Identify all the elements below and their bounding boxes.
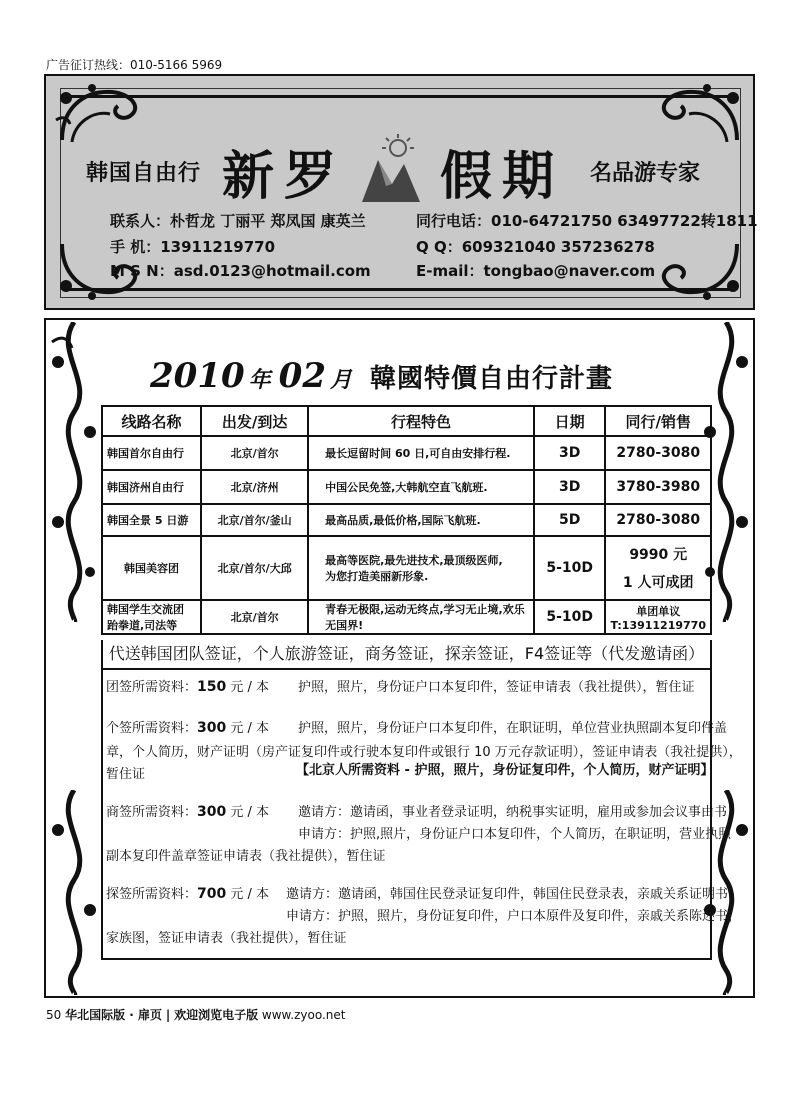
tagline-left: 韩国自由行 (86, 160, 202, 186)
route-name (102, 600, 201, 634)
route-cities: 北京/首尔/大邱 (201, 536, 308, 600)
table-row (102, 436, 711, 470)
req-fee: 700 (197, 886, 227, 902)
route-feature: 最长逗留时间 60 日,可自由安排行程. (308, 436, 534, 470)
visa-services: 代送韩国团队签证，个人旅游签证，商务签证，探亲签证，F4签证等（代发邀请函） (101, 640, 712, 670)
routes-table (101, 405, 712, 635)
agency-header (44, 74, 758, 310)
col-header-price: 同行/销售 (605, 406, 711, 436)
table-row (102, 504, 711, 536)
vine-ornament-icon (48, 790, 100, 995)
vine-ornament-icon (48, 322, 100, 622)
brand-name-part-2: 假期 (440, 146, 565, 207)
msn-label: M S N： (110, 262, 174, 280)
table-header-row (102, 406, 711, 436)
req-fee: 300 (197, 720, 227, 736)
section-name: 华北国际版 · 扉页 (65, 1008, 163, 1022)
plan-month-unit: 月 (329, 368, 352, 393)
page-number: 50 (46, 1008, 62, 1022)
business-visa-docs-2: 申请方：护照,照片，身份证户口本复印件，个人简历，在职证明，营业执照 (298, 827, 732, 842)
email-contact (416, 260, 655, 281)
route-name: 韩国济州自由行 (102, 470, 201, 504)
table-row (102, 536, 711, 600)
feature-line-1: 最高等医院,最先进技术,最顶级医师, (325, 554, 503, 567)
req-unit: 元 / 本 (230, 680, 270, 695)
col-header-route: 线路名称 (102, 406, 201, 436)
tel-value: 010-64721750 63497722转1811 (491, 212, 758, 230)
tel-label: 同行电话： (416, 212, 492, 230)
individual-visa-docs-1: 护照，照片，身份证户口本复印件，在职证明，单位营业执照副本复印件盖 (298, 721, 728, 736)
business-visa-docs-1: 邀请方：邀请函，事业者登录证明，纳税事实证明，雇用或参加会议事由书 (298, 805, 728, 820)
feature-line-2: 为您打造美丽新形象. (325, 570, 429, 583)
group-visa-label (106, 675, 269, 700)
plan-title (150, 356, 613, 396)
family-visa-label (106, 882, 269, 907)
footer-welcome: 欢迎浏览电子版 (174, 1008, 259, 1022)
req-unit: 元 / 本 (230, 721, 270, 736)
brand-row (46, 134, 753, 207)
plan-month: 02 (278, 356, 326, 396)
contact-persons (110, 210, 366, 231)
mountain-sun-logo-icon (358, 134, 428, 204)
plan-year-unit: 年 (248, 368, 271, 393)
route-feature: 最高品质,最低价格,国际飞航班. (308, 504, 534, 536)
beijing-resident-docs: 【北京人所需资料 - 护照，照片，身份证复印件，个人简历，财产证明】 (296, 763, 714, 778)
footer-divider: | (165, 1008, 171, 1022)
feature-line-2: 无国界! (325, 619, 364, 632)
trade-phone (416, 210, 758, 231)
req-fee: 150 (197, 679, 227, 695)
route-days: 5D (534, 504, 606, 536)
page-footer (46, 1006, 345, 1023)
req-label: 团签所需资料： (106, 680, 198, 695)
name-line-1: 韩国学生交流团 (107, 603, 184, 616)
route-price: 2780-3080 (605, 504, 711, 536)
col-header-depart: 出发/到达 (201, 406, 308, 436)
route-cities: 北京/首尔 (201, 436, 308, 470)
col-header-feature: 行程特色 (308, 406, 534, 436)
route-days: 5-10D (534, 600, 606, 634)
msn-contact (110, 260, 371, 281)
req-unit: 元 / 本 (230, 887, 270, 902)
route-cities: 北京/济州 (201, 470, 308, 504)
individual-visa-docs-2: 章，个人简历，财产证明（房产证复印件或行驶本复印件或银行 10 万元存款证明），签证申请表（我社提供）， (106, 745, 742, 760)
req-fee: 300 (197, 804, 227, 820)
price-line-2: 1 人可成团 (622, 575, 694, 591)
table-row (102, 600, 711, 634)
contacts-value: 朴哲龙 丁丽平 郑凤国 康英兰 (170, 212, 366, 230)
family-visa-docs-1: 邀请方：邀请函，韩国住民登录证复印件，韩国住民登录表，亲戚关系证明书 (286, 887, 729, 902)
route-days: 3D (534, 436, 606, 470)
req-label: 探签所需资料： (106, 887, 198, 902)
route-days: 3D (534, 470, 606, 504)
route-feature: 中国公民免签,大韩航空直飞航班. (308, 470, 534, 504)
route-price (605, 536, 711, 600)
footer-url[interactable]: www.zyoo.net (261, 1008, 346, 1022)
family-visa-docs-3: 家族图，签证申请表（我社提供），暂住证 (106, 931, 347, 946)
price-line-1: 单团单议 (636, 604, 681, 618)
req-label: 商签所需资料： (106, 805, 198, 820)
qq-value: 609321040 357236278 (461, 238, 655, 256)
route-price: 3780-3980 (605, 470, 711, 504)
col-header-date: 日期 (534, 406, 606, 436)
route-name: 韩国首尔自由行 (102, 436, 201, 470)
plan-year: 2010 (150, 356, 245, 396)
price-line-2: T:13911219770 (610, 618, 706, 632)
divider (67, 95, 734, 98)
route-price: 2780-3080 (605, 436, 711, 470)
qq-contact (416, 236, 655, 257)
route-feature (308, 536, 534, 600)
plan-title-text: 韓國特價自由行計畫 (370, 364, 614, 394)
divider (67, 288, 734, 291)
business-visa-label (106, 800, 269, 825)
route-cities: 北京/首尔 (201, 600, 308, 634)
individual-visa-label (106, 716, 269, 741)
business-visa-docs-3: 副本复印件盖章签证申请表（我社提供），暂住证 (106, 849, 386, 864)
phone-value: 13911219770 (160, 238, 276, 256)
name-line-2: 跆拳道,司法等 (107, 619, 178, 632)
ad-hotline: 广告征订热线：010-5166 5969 (46, 58, 223, 72)
route-feature (308, 600, 534, 634)
email-label: E-mail： (416, 262, 484, 280)
table-row (102, 470, 711, 504)
req-unit: 元 / 本 (230, 805, 270, 820)
feature-line-1: 青春无极限,运动无终点,学习无止境,欢乐 (325, 603, 525, 616)
route-name: 韩国美容团 (102, 536, 201, 600)
price-line-1: 9990 元 (629, 547, 688, 563)
msn-value: asd.0123@hotmail.com (173, 262, 371, 280)
route-price (605, 600, 711, 634)
family-visa-docs-2: 申请方：护照，照片，身份证复印件，户口本原件及复印件，亲戚关系陈述书， (286, 909, 742, 924)
contacts-label: 联系人： (110, 212, 171, 230)
mobile-phone (110, 236, 275, 257)
email-value: tongbao@naver.com (483, 262, 656, 280)
req-label: 个签所需资料： (106, 721, 198, 736)
qq-label: Q Q： (416, 238, 462, 256)
route-name: 韩国全景 5 日游 (102, 504, 201, 536)
route-cities: 北京/首尔/釜山 (201, 504, 308, 536)
brand-name-part-1: 新罗 (222, 146, 347, 207)
group-visa-docs: 护照，照片，身份证户口本复印件，签证申请表（我社提供），暂住证 (298, 680, 695, 695)
phone-label: 手 机： (110, 238, 161, 256)
tagline-right: 名品游专家 (590, 160, 701, 186)
individual-visa-docs-3: 暂住证 (106, 767, 146, 782)
route-days: 5-10D (534, 536, 606, 600)
